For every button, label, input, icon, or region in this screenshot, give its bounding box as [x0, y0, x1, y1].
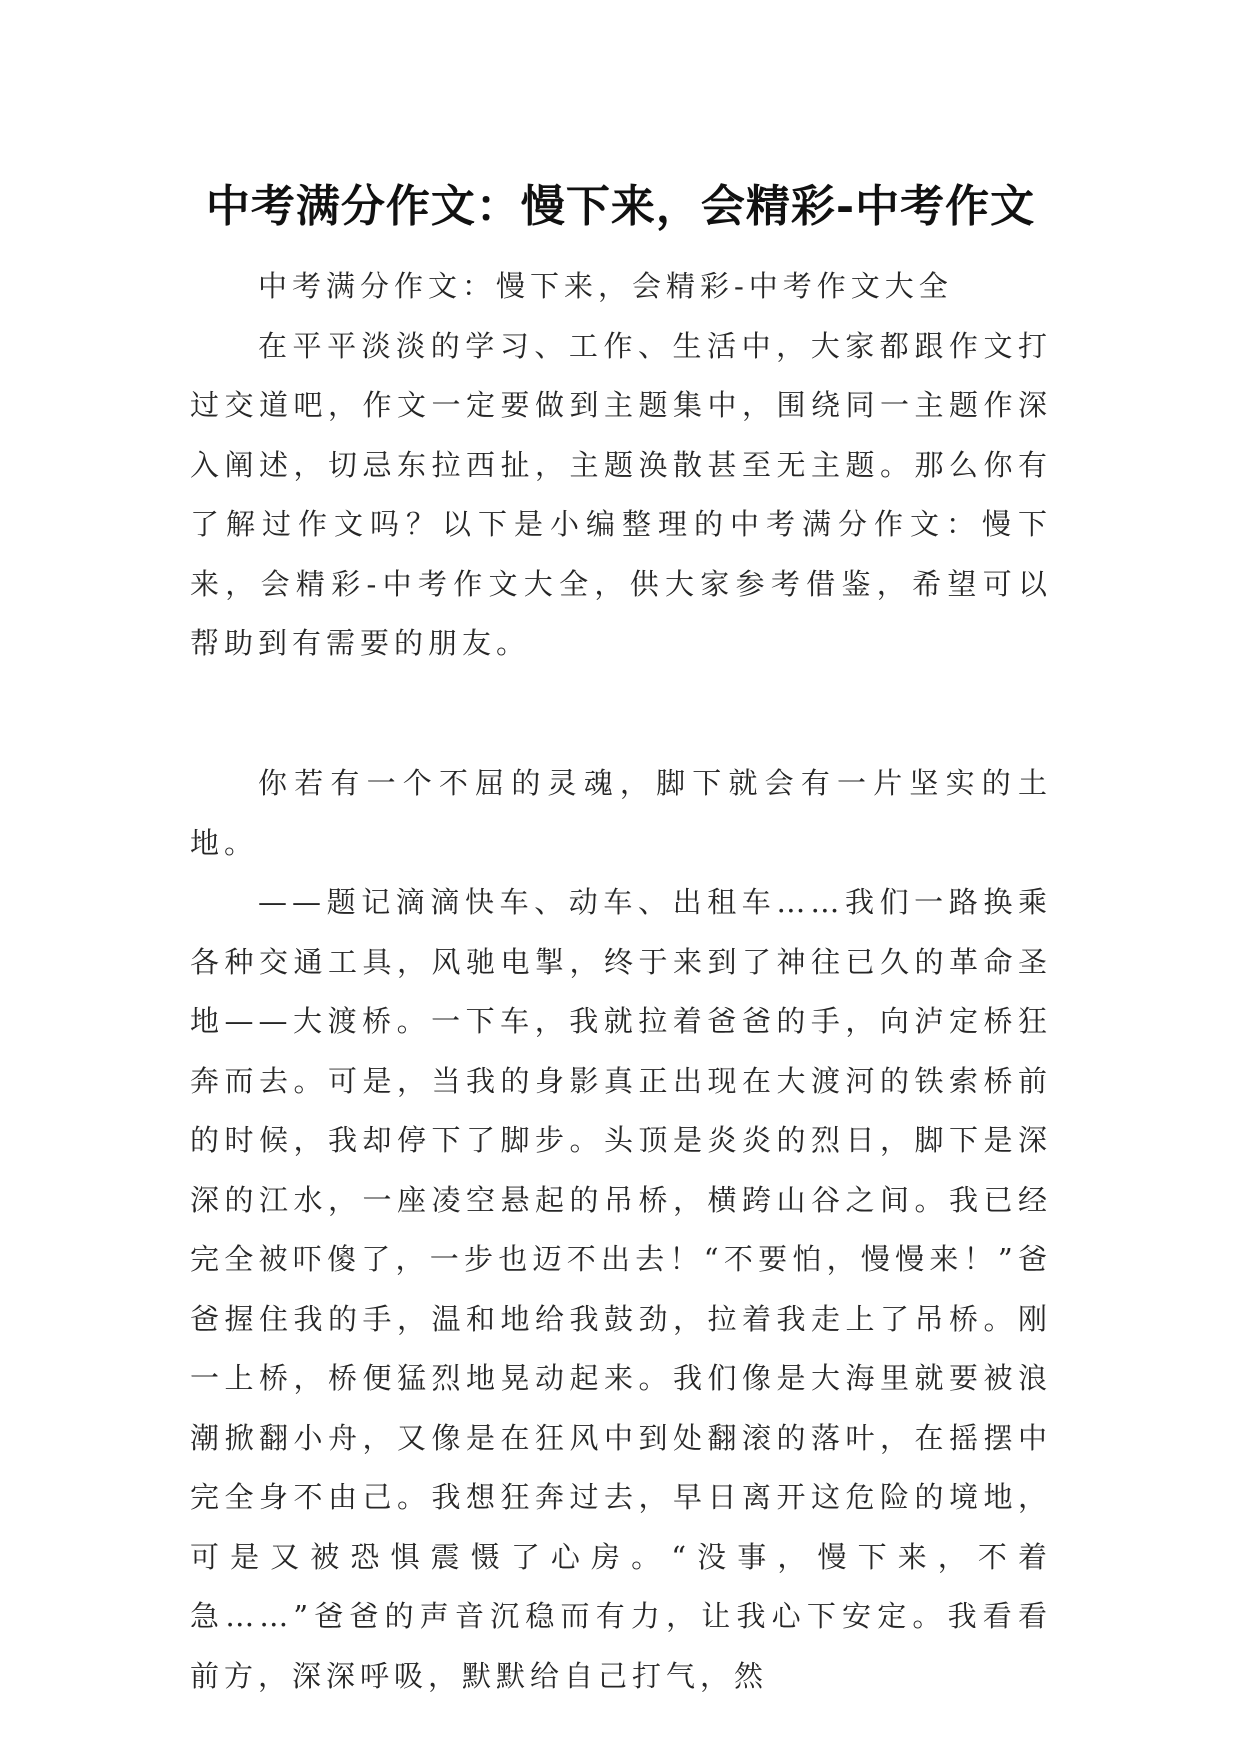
story-paragraph: ——题记滴滴快车、动车、出租车……我们一路换乘各种交通工具，风驰电掣，终于来到了神往已久的革命圣地——大渡桥。一下车，我就拉着爸爸的手，向泸定桥狂奔而去。可是，当我的身影真正出现在大渡河的铁索桥前的时候，我却停下了脚步。头顶是炎炎的烈日，脚下是深深的江水，一座凌空悬起的吊桥，横跨山谷之间。我已经完全被吓傻了，一步也迈不出去！“不要怕，慢慢来！”爸爸握住我的手，温和地给我鼓劲，拉着我走上了吊桥。刚一上桥，桥便猛烈地晃动起来。我们像是大海里就要被浪潮掀翻小舟，又像是在狂风中到处翻滚的落叶，在摇摆中完全身不由己。我想狂奔过去，早日离开这危险的境地，可是又被恐惧震慑了心房。“没事，慢下来，不着急……”爸爸的声音沉稳而有力，让我心下安定。我看看前方，深深呼吸，默默给自己打气，然: [190, 885, 1052, 1693]
subtitle-paragraph: 中考满分作文：慢下来，会精彩-中考作文大全: [258, 269, 953, 303]
intro-paragraph: 在平平淡淡的学习、工作、生活中，大家都跟作文打过交道吧，作文一定要做到主题集中，围绕同一主题作深入阐述，切忌东拉西扯，主题涣散甚至无主题。那么你有了解过作文吗？以下是小编整理的中考满分作文：慢下来，会精彩-中考作文大全，供大家参考借鉴，希望可以帮助到有需要的朋友。: [190, 328, 1052, 660]
document-title: 中考满分作文：慢下来，会精彩-中考作文: [205, 181, 1036, 233]
story-section: [190, 754, 1052, 1706]
epigraph-paragraph: 你若有一个不屈的灵魂，脚下就会有一片坚实的土地。: [190, 766, 1052, 860]
intro-section: [190, 257, 1052, 674]
